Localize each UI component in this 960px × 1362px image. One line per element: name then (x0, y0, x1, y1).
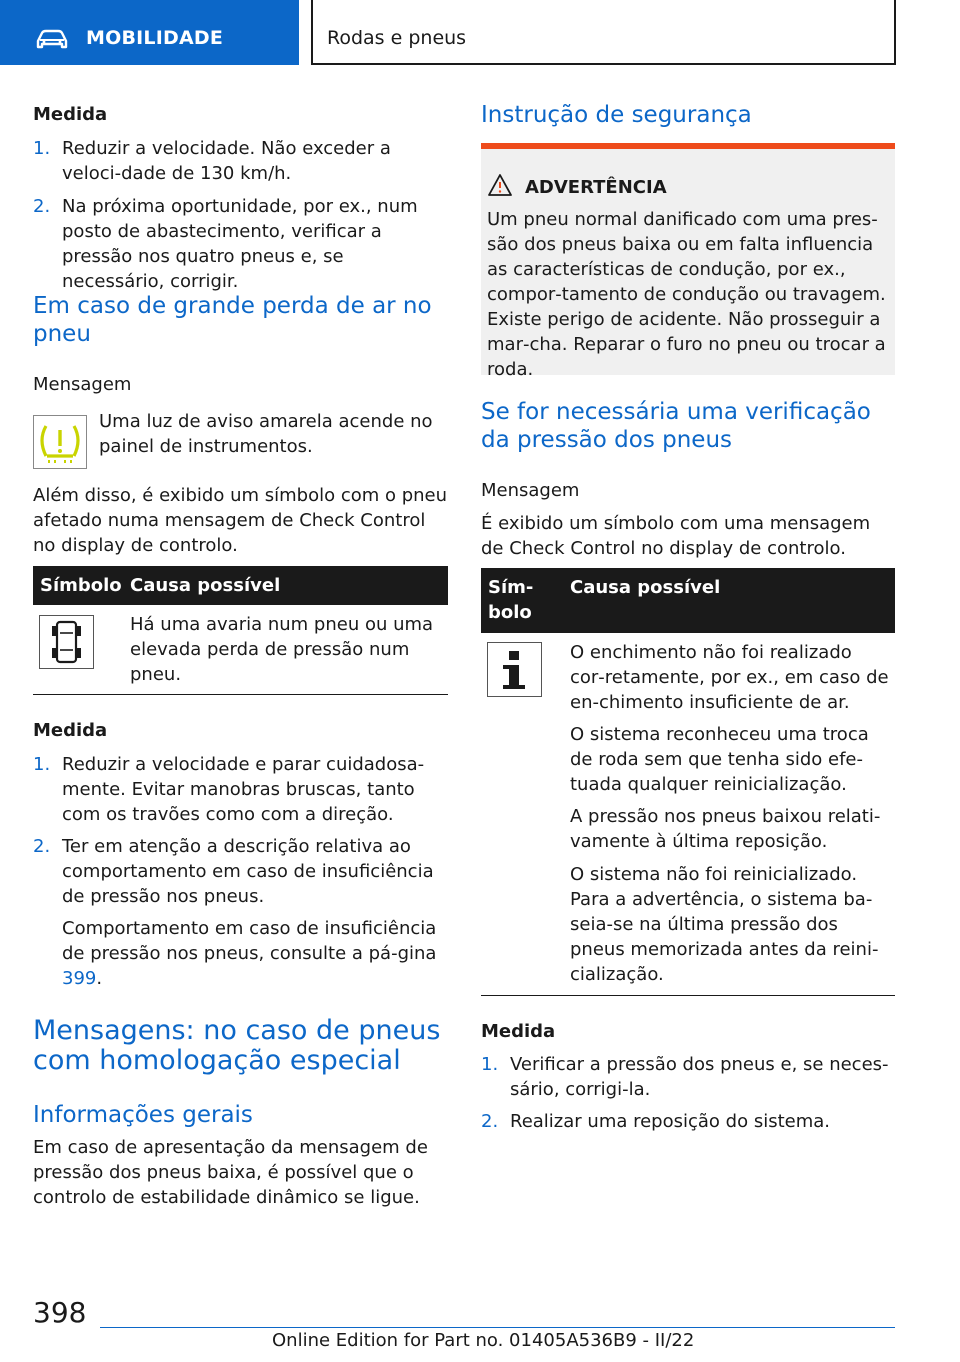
table-cell-cause: A pressão nos pneus baixou relati‐vamente à última reposição. (570, 806, 881, 852)
step-number: 1. (33, 754, 51, 775)
chapter-header (311, 0, 896, 65)
section-label: MOBILIDADE (86, 27, 224, 49)
table-cell-cause: O enchimento não foi realizado cor‐retamente, por ex., em caso de en‐chimento insuficiente de ar. (570, 642, 889, 713)
step-text: Verificar a pressão dos pneus e, se neces‐sário, corrigi-la. (510, 1054, 889, 1100)
step-text: Na próxima oportunidade, por ex., num posto de abastecimento, verificar a pressão nos quatro pneus e, se necessário, corrigir. (62, 196, 418, 292)
list-item (33, 834, 448, 909)
page-link[interactable]: 399 (62, 968, 97, 989)
table-divider (481, 995, 895, 996)
step-number: 1. (33, 138, 51, 159)
mensagem-label: Mensagem (481, 480, 580, 501)
warning-light-text: Uma luz de aviso amarela acende no painel de instrumentos. (99, 411, 433, 457)
footer-rule (100, 1327, 895, 1328)
page-number: 398 (33, 1296, 87, 1329)
step-text: Realizar uma reposição do sistema. (510, 1111, 830, 1132)
car-tire-symbol-icon (39, 615, 94, 669)
column-header-cause: Causa possível (130, 575, 281, 596)
table-divider (33, 694, 448, 695)
table-header (481, 568, 895, 633)
car-icon (34, 27, 70, 51)
paragraph: Em caso de apresentação da mensagem de pressão dos pneus baixa, é possível que o controlo de estabilidade dinâmico se ligue. (33, 1137, 428, 1208)
cross-reference-text: Comportamento em caso de insuficiência de pressão nos pneus, consulte a pá‐gina (62, 918, 437, 964)
step-text: Reduzir a velocidade e parar cuidadosa‐mente. Evitar manobras bruscas, tanto com os travões como com a direção. (62, 754, 425, 825)
paragraph: Além disso, é exibido um símbolo com o pneu afetado numa mensagem de Check Control no display de controlo. (33, 485, 448, 556)
column-header-cause: Causa possível (570, 577, 721, 598)
list-item (481, 1052, 895, 1102)
warning-triangle-icon (487, 173, 513, 197)
list-item (33, 136, 448, 186)
medida-label: Medida (481, 1021, 556, 1042)
section-heading: Se for necessária uma verificação da pressão dos pneus (481, 399, 871, 453)
section-tab[interactable] (0, 0, 299, 65)
section-heading: Em caso de grande perda de ar no pneu (33, 293, 432, 347)
warning-text: Um pneu normal danificado com uma pres‐são dos pneus baixa ou em falta influencia as características de condução, por ex., compor‐tamento de condução ou travagem. Existe perigo de acidente. Não prosseguir a mar‐cha. Reparar o furo no pneu ou trocar a roda. (487, 209, 886, 380)
cross-reference (62, 916, 442, 991)
edition-text: Online Edition for Part no. 01405A536B9 - II/22 (272, 1330, 695, 1351)
chapter-title: Rodas e pneus (327, 27, 467, 49)
table-header (33, 566, 448, 605)
medida-label: Medida (33, 104, 108, 125)
step-text: Ter em atenção a descrição relativa ao comportamento em caso de insuficiência de pressão nos pneus. (62, 836, 434, 907)
subsection-heading: Informações gerais (33, 1102, 253, 1128)
step-number: 2. (33, 836, 51, 857)
section-heading: Instrução de segurança (481, 102, 752, 128)
paragraph: É exibido um símbolo com uma mensagem de Check Control no display de controlo. (481, 513, 871, 559)
warning-box (481, 143, 895, 380)
step-number: 1. (481, 1054, 499, 1075)
step-number: 2. (33, 196, 51, 217)
table-cell-cause: Há uma avaria num pneu ou uma elevada perda de pressão num pneu. (130, 614, 434, 685)
warning-title: ADVERTÊNCIA (525, 177, 667, 198)
list-item (481, 1109, 895, 1134)
table-cell-cause: O sistema não foi reinicializado. Para a advertência, o sistema ba‐seia-se na última pressão dos pneus memorizada antes da reini‐cialização. (570, 864, 879, 985)
medida-label: Medida (33, 720, 108, 741)
list-item (33, 194, 448, 292)
column-header-symbol: Sím‐bolo (488, 577, 534, 623)
column-header-symbol: Símbolo (40, 575, 122, 596)
mensagem-label: Mensagem (33, 374, 132, 395)
section-heading-large: Mensagens: no caso de pneus com homologação especial (33, 1015, 441, 1076)
list-item (33, 752, 448, 827)
step-text: Reduzir a velocidade. Não exceder a veloci‐dade de 130 km/h. (62, 138, 391, 184)
table-cell-cause: O sistema reconheceu uma troca de roda sem que tenha sido efe‐tuada qualquer reinicialização. (570, 724, 869, 795)
cross-reference-period: . (96, 968, 103, 989)
tire-pressure-warning-icon (33, 415, 87, 469)
step-number: 2. (481, 1111, 499, 1132)
info-symbol-icon (487, 642, 542, 697)
